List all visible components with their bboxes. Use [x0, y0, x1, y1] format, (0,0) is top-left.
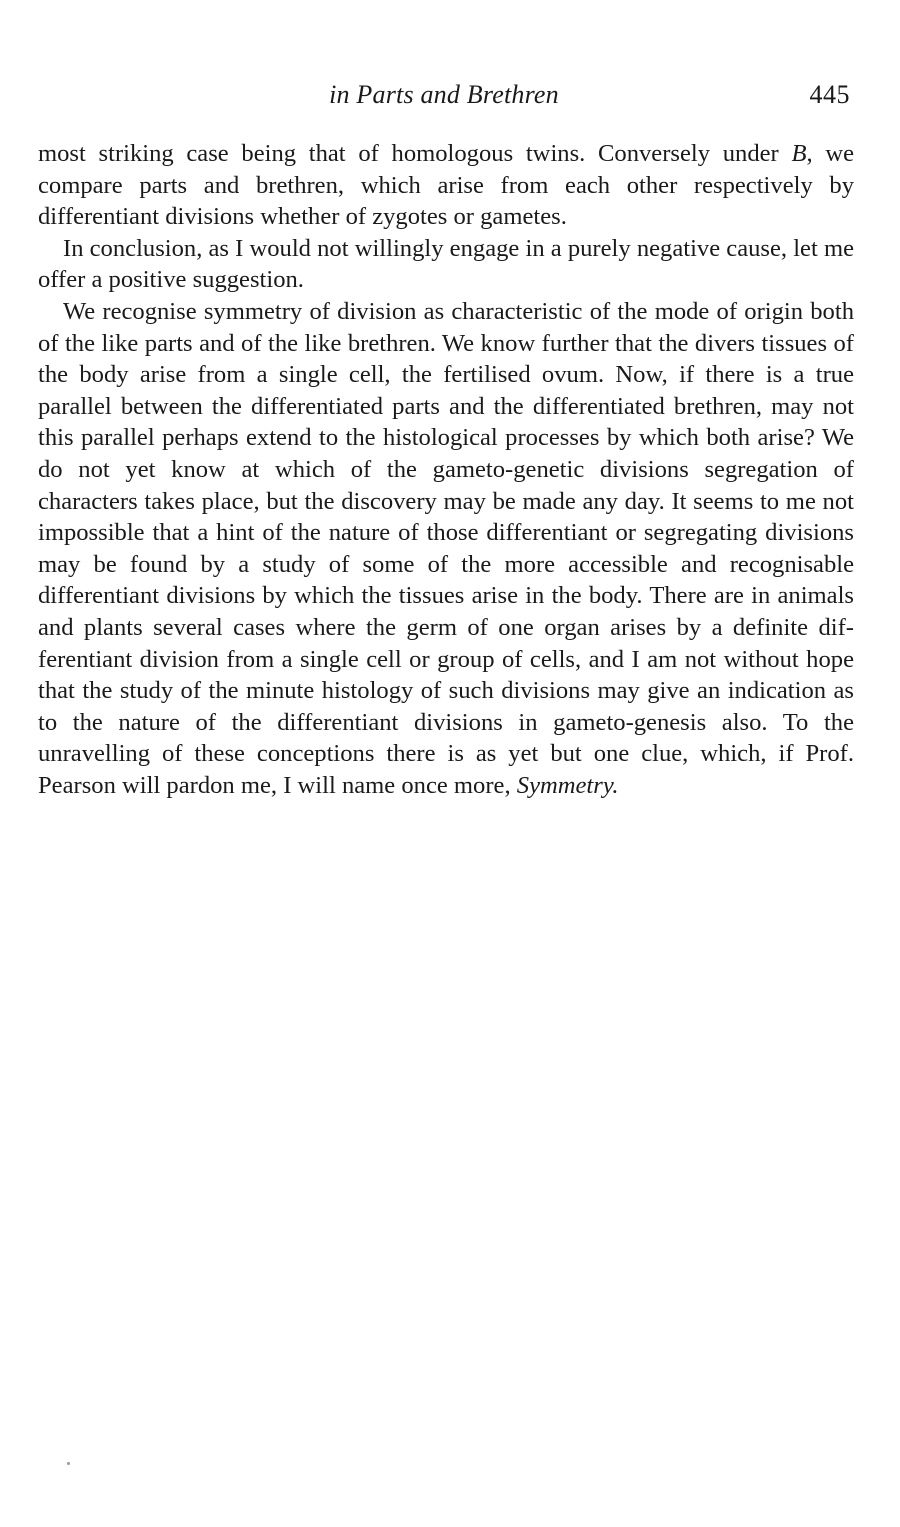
book-page [38, 0, 856, 1527]
running-title: in Parts and Brethren [329, 80, 559, 109]
scan-speck [67, 1462, 70, 1465]
text-run: , we compare parts and brethren, which arise from each other respectively by differentiant divisions whether of zygotes or gametes. [38, 140, 854, 231]
paragraph-conclusion: In conclusion, as I would not willingly engage in a purely negative cause, let me offer a positive suggestion. [38, 234, 854, 294]
text-run: We recognise symmetry of division as characteristic of the mode of origin both of the like parts and of the like brethren. We know further that the divers tissues of the body arise from a single cell, the fertilised ovum. Now, if there is a true parallel between the differentiated parts and the differentiated brethren, may not this parallel perhaps extend to the histological processes by which both arise? We do not yet know at which of the gameto-genetic divisions segregation of characters takes place, but the discovery may be made any day. It seems to me not impossible that a hint of the nature of those differentiant or segregating divisions may be found by a study of some of the more accessible and recognisable differentiant divisions by which the tissues arise in the body. There are in animals and plants several cases where the germ of one organ arises by a definite differentiant division from a single cell or group of cells, and I am not without hope that the study of the minute histology of such divisions may give an indication as to the nature of the differentiant divisions in gameto-genesis also. To the unravelling of these conceptions there is as yet but one clue, which, if Prof. Pearson will pardon me, I will name once more, [38, 297, 854, 799]
italic-case-letter: B [791, 140, 807, 167]
running-head [38, 80, 850, 116]
text-run: most striking case being that of homologous twins. Conversely under [38, 140, 792, 167]
italic-symmetry: Symmetry. [516, 771, 619, 799]
paragraph-continued [38, 138, 854, 233]
page-number: 445 [809, 80, 850, 109]
paragraph-symmetry [38, 296, 854, 802]
body-text [38, 138, 854, 801]
